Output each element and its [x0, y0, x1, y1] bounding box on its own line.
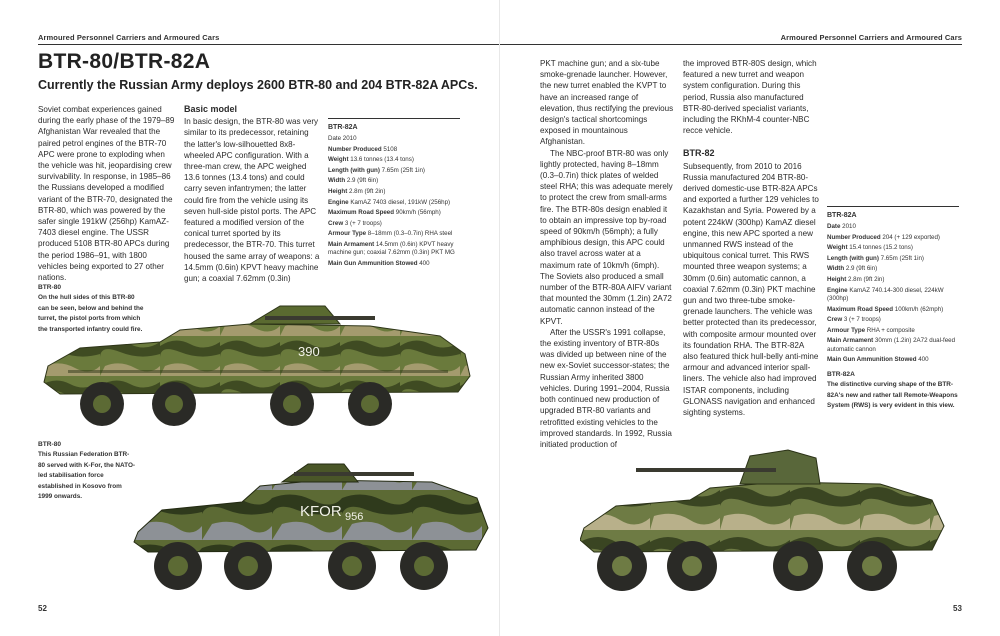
- basic-model-column: [184, 104, 322, 284]
- btr82a-illustration: [580, 430, 950, 600]
- spec-row: Maximum Road Speed 90km/h (56mph): [328, 209, 441, 217]
- spec-row: Maximum Road Speed 100km/h (62mph): [827, 305, 944, 313]
- running-head-right: Armoured Personnel Carriers and Armoured Cars: [780, 33, 962, 42]
- spec-row: Engine KamAZ 740.14-300 diesel, 224kW (300hp): [827, 286, 944, 303]
- page-subtitle: Currently the Russian Army deploys 2600 BTR-80 and 204 BTR-82A APCs.: [38, 78, 478, 92]
- page-title: BTR-80/BTR-82A: [38, 50, 211, 73]
- btr82a-rws-turret: [740, 450, 820, 484]
- spec-row: Main Gun Ammunition Stowed 400: [827, 356, 929, 364]
- caption-btr80-top: BTR-80 On the hull sides of this BTR-80 can be seen, below and behind the turret, the pistol ports from which the transported infantry could fire.: [38, 284, 144, 333]
- btr82-heading: BTR-82: [683, 148, 715, 159]
- spec-row: Height 2.8m (9ft 2in): [328, 187, 386, 195]
- basic-model-heading: Basic model: [184, 104, 238, 114]
- spec-row: Width 2.9 (9ft 6in): [827, 265, 878, 273]
- spec-table-btr80: [328, 118, 460, 270]
- spec-row: Length (with gun) 7.65m (25ft 1in): [328, 166, 425, 174]
- spec-row: Date 2010: [328, 135, 357, 142]
- running-head: Armoured Personnel Carriers and Armoured Cars: [38, 33, 220, 42]
- spec-row: Number Produced 5108: [328, 145, 398, 153]
- spec-row: Armour Type RHA + composite: [827, 326, 915, 334]
- header-rule-right: [500, 44, 962, 45]
- kfor-number-marking: 956: [345, 511, 364, 523]
- spec-row: Crew 3 (+ 7 troops): [827, 316, 881, 324]
- header-rule: [38, 44, 500, 45]
- btr80-kfor-illustration: [132, 440, 492, 600]
- spec-table-btr82a: [827, 206, 959, 366]
- spec-row: Main Gun Ammunition Stowed 400: [328, 259, 430, 267]
- spec-row: Date 2010: [827, 223, 856, 230]
- intro-column: [38, 104, 176, 283]
- spec-row: Crew 3 (+ 7 troops): [328, 219, 382, 227]
- btr82a-cannon: [636, 468, 776, 472]
- basic-model-text: In basic design, the BTR-80 was very similar to its predecessor, retaining the latter's low-silhouetted 8x8-wheeled APC configuration. With a three-man crew, the APC weighed 13.6 tonnes (13.4 tons) and could carry seven infantrymen; the latter could fire from the vehicle using its seven hull-side pistol ports. The APC featured a modified version of the conical turret sported by its predecessor, the BTR-70. This turret housed the same array of weapons: a 14.5mm (0.6in) KPVT heavy machine gun; a coaxial 7.62mm (0.3in): [184, 117, 320, 284]
- caption-btr80-kfor: BTR-80 This Russian Federation BTR-80 served with K-For, the NATO-led stabilisation force established in Kosovo from 1999 onwards.: [38, 441, 136, 501]
- spec-row: Engine KamAZ 7403 diesel, 191kW (256hp): [328, 198, 451, 206]
- spec-row: Number Produced 204 (+ 129 exported): [827, 233, 940, 241]
- spec-row: Weight 13.6 tonnes (13.4 tons): [328, 156, 414, 164]
- page-number-right: 53: [953, 604, 962, 613]
- spec-row: Length (with gun) 7.65m (25ft 1in): [827, 254, 924, 262]
- spec-row: Weight 15.4 tonnes (15.2 tons): [827, 244, 913, 252]
- spec-row: Main Armament 14.5mm (0.6in) KPVT heavy machine gun; coaxial 7.62mm (0.3in) PKT MG: [328, 240, 455, 257]
- right-page: [500, 0, 1000, 636]
- spec-row: Main Armament 30mm (1.2in) 2A72 dual-feed automatic cannon: [827, 337, 956, 353]
- btr80-gun-barrel: [265, 316, 375, 320]
- page-number: 52: [38, 604, 47, 613]
- right-column-1: PKT machine gun; and a six-tube smoke-grenade launcher. However, the new turret enabled the KVPT to have an increased range of elevation, thus rectifying the previous design's tactical shortcomings exposed in mountainous Afghanistan. The NBC-proof BTR-80 was only lightly protected, having 8–18mm (0.3–0.7in) thick plates of welded steel RHA; this was adequate merely to protect the crew from small-arms fire. The BTR-80s design enabled it to obtain an impressive top by-road speed of 90km/h (56mph); a fully amphibious design, this APC could also travel across water at a maximum rate of 10km/h (6mph). The Soviets also produced a small number of the BTR-80A AIFV variant that mounted the 30mm (1.2in) 2A72 automatic cannon instead of the KPVT. After the USSR's 1991 collapse, the existing inventory of BTR-80s was divided up between nine of the new ex-Soviet successor-states; the Russian Army inherited 3800 vehicles. During 1991–2004, Russia both continued new production of upgraded BTR-80 variants and retrofitted existing vehicles to the improved standards. In 1992, Russia initiated production of: [540, 59, 674, 449]
- right-column-2: the improved BTR-80S design, which featured a new turret and weapon system configuration. During this period, Russia also manufactured BTR-80-derived specialist variants, including the RKhM-4 counter-NBC recce vehicle. BTR-82 Subsequently, from 2010 to 2016 Russia manufactured 204 BTR-80-derived domestic-use BTR-82A APCs and exported a further 129 vehicles to Kazakhstan and Syria. Powered by a potent 224kW (300hp) KamAZ diesel engine, this new APC sported a new unmanned RWS instead of the ubiquitous conical turret. This RWS mounted three weapon systems; a 30mm (0.6in) automatic cannon, a coaxial 7.62mm (0.3in) PKT machine gun and two three-tube smoke-grenade launchers. The vehicle was better protected than its predecessor, with composite armour mounted over its foundation RHA. The BTR-82A also featured thick hull-belly anti-mine armour and advanced interior spall-liners. The vehicle also had improved ISTAR components, including GLONASS navigation and enhanced sighting systems.: [683, 59, 819, 418]
- btr80-illustration: [40, 296, 472, 430]
- kfor-marking: KFOR: [300, 503, 342, 520]
- spec-row: Height 2.8m (9ft 2in): [827, 275, 885, 283]
- vehicle-number-marking: 390: [298, 344, 320, 359]
- spec-row: Armour Type 8–18mm (0.3–0.7in) RHA steel: [328, 230, 453, 238]
- spec-heading: BTR-82A: [328, 124, 358, 131]
- intro-text: Soviet combat experiences gained during the early phase of the 1979–89 Afghanistan War revealed that the paired petrol engines of the BTR-70 APC were prone to exploding when the vehicle was hit, jeopardising crew survivability. In response, in 1985–86 the Russians developed a modified variant of the BTR-70, designated the BTR-80, which was powered by the safer single 191kW (256hp) KamAZ-7403 diesel engine. The USSR produced 5108 BTR-80 APCs during the period 1986–91, with 1800 vehicles being exported to 27 other nations.: [38, 105, 175, 283]
- caption-btr82a: BTR-82A The distinctive curving shape of the BTR-82A's new and rather tall Remote-Weapons System (RWS) is very evident in this view.: [827, 371, 958, 410]
- spec-row: Width 2.9 (9ft 6in): [328, 177, 379, 185]
- spec-heading-82a: BTR-82A: [827, 212, 857, 219]
